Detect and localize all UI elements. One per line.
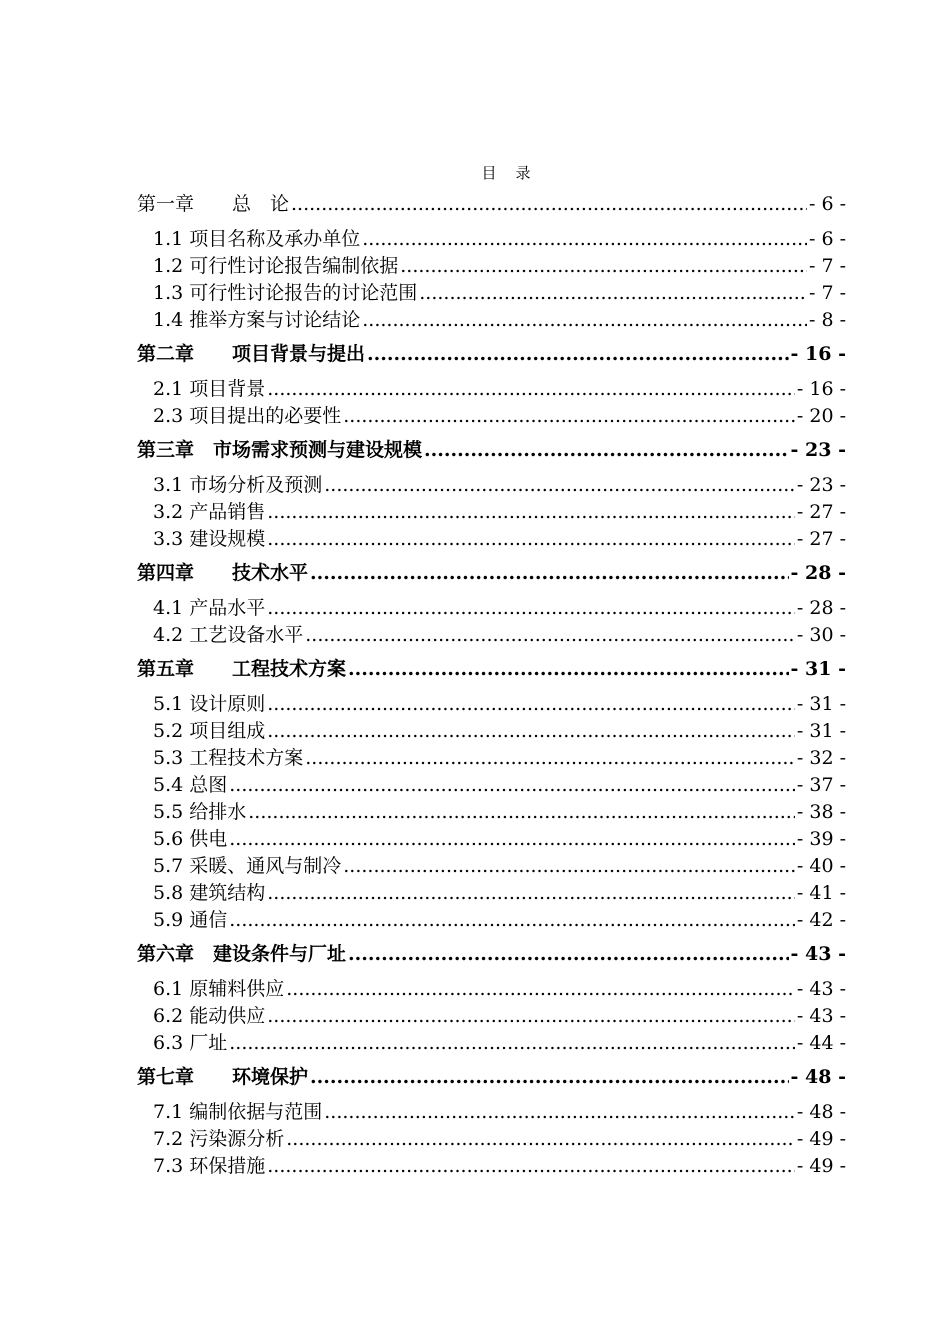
table-of-contents <box>137 190 846 1180</box>
dot-leader <box>267 1153 795 1180</box>
dot-leader <box>267 691 795 718</box>
toc-entry-label: 5.2 项目组成 <box>153 720 266 742</box>
dot-leader <box>324 1099 795 1126</box>
toc-entry-label: 1.3 可行性讨论报告的讨论范围 <box>153 282 418 304</box>
toc-section-entry[interactable] <box>137 799 846 826</box>
dot-leader <box>229 1030 795 1057</box>
toc-entry-label: 第一章 总 论 <box>137 193 290 215</box>
toc-page-number: - 28 - <box>790 562 846 584</box>
toc-page-number: - 40 - <box>796 855 846 877</box>
toc-chapter-entry[interactable] <box>137 340 846 368</box>
toc-page-number: - 43 - <box>796 1005 846 1027</box>
dot-leader <box>400 253 807 280</box>
dot-leader <box>348 940 789 968</box>
dot-leader <box>291 190 807 218</box>
toc-section-entry[interactable] <box>137 226 846 253</box>
toc-section-entry[interactable] <box>137 1003 846 1030</box>
toc-page-number: - 43 - <box>790 943 846 965</box>
toc-chapter-entry[interactable] <box>137 436 846 464</box>
toc-chapter-entry[interactable] <box>137 940 846 968</box>
toc-entry-label: 2.1 项目背景 <box>153 378 266 400</box>
toc-page-number: - 6 - <box>808 193 846 215</box>
toc-section-entry[interactable] <box>137 1153 846 1180</box>
toc-page-number: - 37 - <box>796 774 846 796</box>
toc-page-number: - 16 - <box>790 343 846 365</box>
toc-page-number: - 31 - <box>796 693 846 715</box>
toc-page-number: - 43 - <box>796 978 846 1000</box>
toc-entry-label: 5.5 给排水 <box>153 801 247 823</box>
dot-leader <box>248 799 795 826</box>
toc-page-number: - 42 - <box>796 909 846 931</box>
toc-page-number: - 30 - <box>796 624 846 646</box>
toc-entry-label: 7.2 污染源分析 <box>153 1128 285 1150</box>
toc-entry-label: 第五章 工程技术方案 <box>137 658 347 680</box>
toc-entry-label: 第四章 技术水平 <box>137 562 309 584</box>
toc-section-entry[interactable] <box>137 691 846 718</box>
dot-leader <box>367 340 789 368</box>
toc-page-number: - 7 - <box>808 255 846 277</box>
dot-leader <box>286 1126 795 1153</box>
dot-leader <box>286 976 795 1003</box>
toc-section-entry[interactable] <box>137 826 846 853</box>
toc-page-number: - 38 - <box>796 801 846 823</box>
dot-leader <box>267 718 795 745</box>
toc-page-number: - 16 - <box>796 378 846 400</box>
toc-page-number: - 49 - <box>796 1155 846 1177</box>
toc-entry-label: 6.3 厂址 <box>153 1032 228 1054</box>
dot-leader <box>305 745 795 772</box>
toc-section-entry[interactable] <box>137 253 846 280</box>
dot-leader <box>419 280 807 307</box>
dot-leader <box>267 880 795 907</box>
toc-entry-label: 6.2 能动供应 <box>153 1005 266 1027</box>
toc-page-number: - 32 - <box>796 747 846 769</box>
toc-entry-label: 6.1 原辅料供应 <box>153 978 285 1000</box>
toc-page-number: - 31 - <box>790 658 846 680</box>
toc-entry-label: 2.3 项目提出的必要性 <box>153 405 342 427</box>
toc-chapter-entry[interactable] <box>137 655 846 683</box>
dot-leader <box>343 853 795 880</box>
toc-page-number: - 48 - <box>796 1101 846 1123</box>
toc-entry-label: 5.7 采暖、通风与制冷 <box>153 855 342 877</box>
toc-section-entry[interactable] <box>137 403 846 430</box>
dot-leader <box>267 595 795 622</box>
toc-chapter-entry[interactable] <box>137 190 846 218</box>
dot-leader <box>310 1063 789 1091</box>
toc-entry-label: 7.3 环保措施 <box>153 1155 266 1177</box>
toc-section-entry[interactable] <box>137 595 846 622</box>
toc-entry-label: 3.3 建设规模 <box>153 528 266 550</box>
toc-chapter-entry[interactable] <box>137 559 846 587</box>
toc-section-entry[interactable] <box>137 307 846 334</box>
dot-leader <box>348 655 789 683</box>
toc-entry-label: 5.4 总图 <box>153 774 228 796</box>
toc-page-number: - 31 - <box>796 720 846 742</box>
toc-entry-label: 5.6 供电 <box>153 828 228 850</box>
toc-page-number: - 39 - <box>796 828 846 850</box>
toc-entry-label: 第六章 建设条件与厂址 <box>137 943 347 965</box>
toc-page-number: - 28 - <box>796 597 846 619</box>
toc-title: 目 录 <box>481 164 533 182</box>
toc-entry-label: 第三章 市场需求预测与建设规模 <box>137 439 423 461</box>
toc-section-entry[interactable] <box>137 526 846 553</box>
toc-page-number: - 27 - <box>796 528 846 550</box>
toc-page-number: - 23 - <box>790 439 846 461</box>
dot-leader <box>267 526 795 553</box>
toc-section-entry[interactable] <box>137 1126 846 1153</box>
dot-leader <box>267 1003 795 1030</box>
toc-section-entry[interactable] <box>137 1030 846 1057</box>
toc-entry-label: 5.1 设计原则 <box>153 693 266 715</box>
toc-entry-label: 4.2 工艺设备水平 <box>153 624 304 646</box>
dot-leader <box>362 226 807 253</box>
toc-section-entry[interactable] <box>137 472 846 499</box>
toc-page-number: - 8 - <box>808 309 846 331</box>
dot-leader <box>424 436 789 464</box>
dot-leader <box>324 472 795 499</box>
toc-entry-label: 4.1 产品水平 <box>153 597 266 619</box>
toc-page-number: - 7 - <box>808 282 846 304</box>
toc-entry-label: 1.1 项目名称及承办单位 <box>153 228 361 250</box>
toc-section-entry[interactable] <box>137 907 846 934</box>
dot-leader <box>267 499 795 526</box>
toc-page-number: - 41 - <box>796 882 846 904</box>
toc-entry-label: 3.1 市场分析及预测 <box>153 474 323 496</box>
toc-chapter-entry[interactable] <box>137 1063 846 1091</box>
toc-entry-label: 1.4 推举方案与讨论结论 <box>153 309 361 331</box>
dot-leader <box>229 826 795 853</box>
dot-leader <box>267 376 795 403</box>
toc-section-entry[interactable] <box>137 499 846 526</box>
toc-entry-label: 第七章 环境保护 <box>137 1066 309 1088</box>
toc-page-number: - 44 - <box>796 1032 846 1054</box>
dot-leader <box>305 622 795 649</box>
toc-entry-label: 5.3 工程技术方案 <box>153 747 304 769</box>
toc-page-number: - 23 - <box>796 474 846 496</box>
toc-entry-label: 7.1 编制依据与范围 <box>153 1101 323 1123</box>
dot-leader <box>343 403 795 430</box>
dot-leader <box>229 772 795 799</box>
toc-section-entry[interactable] <box>137 745 846 772</box>
toc-page-number: - 48 - <box>790 1066 846 1088</box>
dot-leader <box>310 559 789 587</box>
dot-leader <box>362 307 807 334</box>
toc-section-entry[interactable] <box>137 853 846 880</box>
toc-section-entry[interactable] <box>137 880 846 907</box>
toc-entry-label: 5.8 建筑结构 <box>153 882 266 904</box>
toc-page-number: - 27 - <box>796 501 846 523</box>
dot-leader <box>229 907 795 934</box>
toc-entry-label: 1.2 可行性讨论报告编制依据 <box>153 255 399 277</box>
toc-entry-label: 5.9 通信 <box>153 909 228 931</box>
toc-section-entry[interactable] <box>137 622 846 649</box>
toc-section-entry[interactable] <box>137 280 846 307</box>
toc-page-number: - 20 - <box>796 405 846 427</box>
toc-page-number: - 6 - <box>808 228 846 250</box>
toc-section-entry[interactable] <box>137 772 846 799</box>
toc-section-entry[interactable] <box>137 718 846 745</box>
toc-entry-label: 3.2 产品销售 <box>153 501 266 523</box>
toc-entry-label: 第二章 项目背景与提出 <box>137 343 366 365</box>
toc-section-entry[interactable] <box>137 1099 846 1126</box>
toc-page-number: - 49 - <box>796 1128 846 1150</box>
toc-section-entry[interactable] <box>137 376 846 403</box>
toc-section-entry[interactable] <box>137 976 846 1003</box>
